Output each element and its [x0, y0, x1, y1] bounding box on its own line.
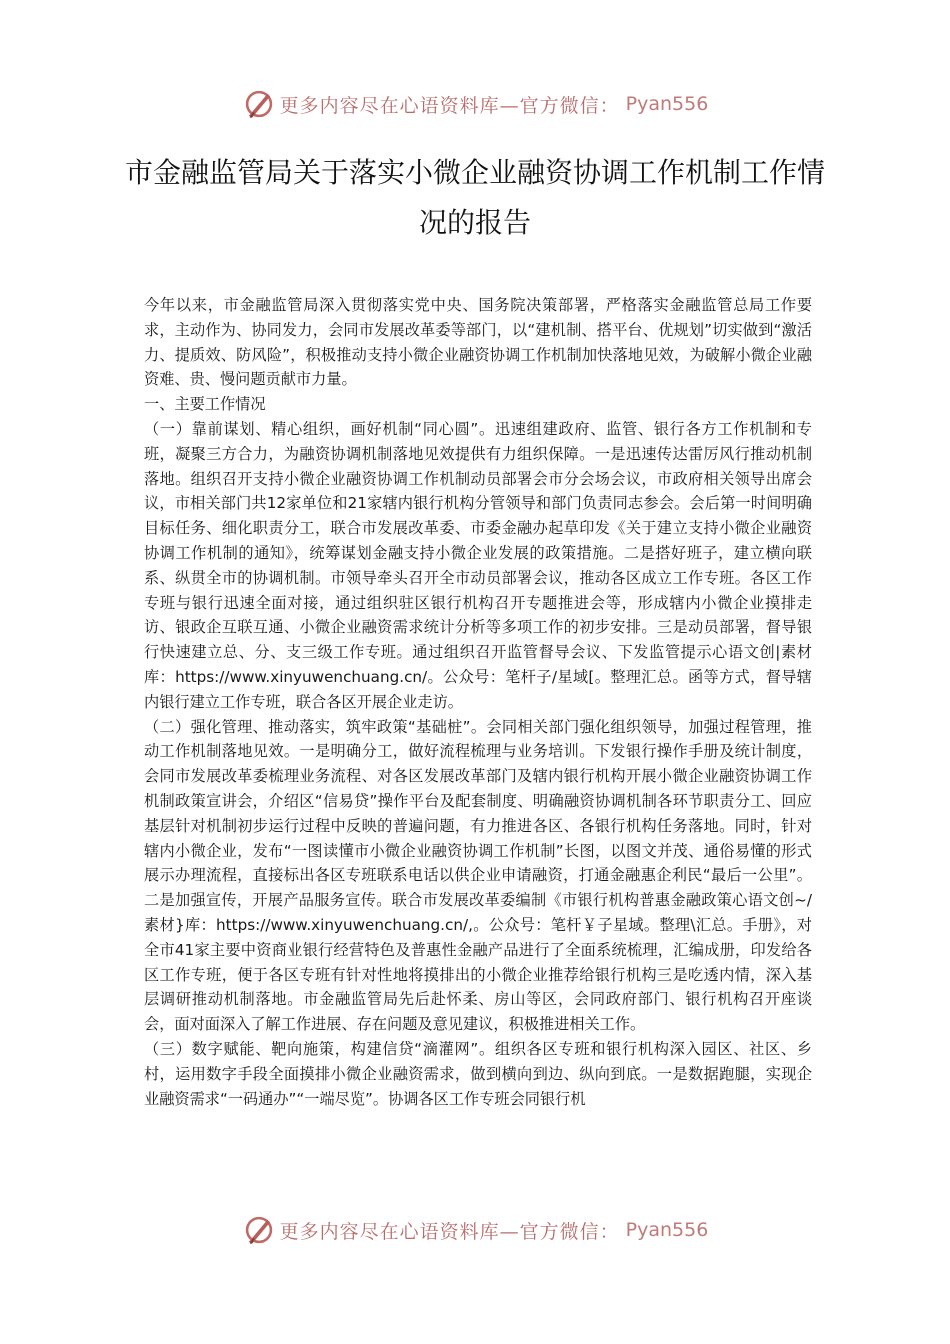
quill-pen-logo-icon — [242, 87, 276, 121]
quill-pen-logo-icon — [242, 1213, 276, 1247]
paragraph-intro: 今年以来，市金融监管局深入贯彻落实党中央、国务院决策部署，严格落实金融监管总局工作要求，主动作为、协同发力，会同市发展改革委等部门，以“建机制、搭平台、优规划”切实做到“激活力、提质效、防风险”，积极推动支持小微企业融资协调工作机制加快落地见效，为破解小微企业融资难、贵、慢问题贡献市力量。 — [144, 296, 812, 389]
banner-wechat-id: Pyan556 — [625, 93, 709, 115]
banner-text: 更多内容尽在心语资料库—官方微信： — [279, 1220, 620, 1243]
banner-text: 更多内容尽在心语资料库—官方微信： — [279, 94, 620, 117]
paragraph-section-3: （三）数字赋能、靶向施策，构建信贷“滴灌网”。组织各区专班和银行机构深入园区、社区、乡村，运用数字手段全面摸排小微企业融资需求，做到横向到边、纵向到底。一是数据跑腿，实现企业融资需求“一码通办”“一端尽览”。协调各区工作专班会同银行机 — [144, 1039, 812, 1108]
paragraph-section-1: （一）靠前谋划、精心组织，画好机制“同心圆”。迅速组建政府、监管、银行各方工作机制和专班，凝聚三方合力，为融资协调机制落地见效提供有力组织保障。一是迅速传达雷厉风行推动机制落地。组织召开支持小微企业融资协调工作机制动员部署会市分会场会议，市政府相关领导出席会议，市相关部门共12家单位和21家辖内银行机构分管领导和部门负责同志参会。会后第一时间明确目标任务、细化职责分工，联合市发展改革委、市委金融办起草印发《关于建立支持小微企业融资协调工作机制的通知》，统筹谋划金融支持小微企业发展的政策措施。二是搭好班子，建立横向联系、纵贯全市的协调机制。市领导牵头召开全市动员部署会议，推动各区成立工作专班。各区工作专班与银行迅速全面对接，通过组织驻区银行机构召开专题推进会等，形成辖内小微企业摸排走访、银政企互联互通、小微企业融资需求统计分析等多项工作的初步安排。三是动员部署，督导银行快速建立总、分、支三级工作专班。通过组织召开监管督导会议、下发监管提示心语文创|素材库：https://www.xinyuwenchuang.cn/。公众号：笔杆子/星域[。整理汇总。函等方式，督导辖内银行建立工作专班，联合各区开展企业走访。 — [144, 419, 812, 711]
document-body — [144, 293, 812, 1111]
document-title: 市金融监管局关于落实小微企业融资协调工作机制工作情况的报告 — [124, 156, 825, 239]
paragraph-section-2: （二）强化管理、推动落实，筑牢政策“基础桩”。会同相关部门强化组织领导，加强过程管理，推动工作机制落地见效。一是明确分工，做好流程梳理与业务培训。下发银行操作手册及统计制度，会同市发展改革委梳理业务流程、对各区发展改革部门及辖内银行机构开展小微企业融资协调工作机制政策宣讲会，介绍区“信易贷”操作平台及配套制度、明确融资协调机制各环节职责分工、回应基层针对机制初步运行过程中反映的普遍问题，有力推进各区、各银行机构任务落地。同时，针对辖内小微企业，发布“一图读懂市小微企业融资协调工作机制”长图，以图文并茂、通俗易懂的形式展示办理流程，直接标出各区专班联系电话以供企业申请融资，打通金融惠企利民“最后一公里”。二是加强宣传，开展产品服务宣传。联合市发展改革委编制《市银行机构普惠金融政策心语文创~/素材}库：https://www.xinyuwenchuang.cn/,。公众号：笔杆￥子星域。整理\汇总。手册》，对全市41家主要中资商业银行经营特色及普惠性金融产品进行了全面系统梳理，汇编成册，印发给各区工作专班，便于各区专班有针对性地将摸排出的小微企业推荐给银行机构三是吃透内情，深入基层调研推动机制落地。市金融监管局先后赴怀柔、房山等区，会同政府部门、银行机构召开座谈会，面对面深入了解工作进展、存在问题及意见建议，积极推进相关工作。 — [144, 717, 812, 1034]
header-banner — [0, 84, 950, 124]
section-heading: 一、主要工作情况 — [144, 395, 266, 414]
footer-banner — [0, 1210, 950, 1250]
banner-wechat-id: Pyan556 — [625, 1219, 709, 1241]
